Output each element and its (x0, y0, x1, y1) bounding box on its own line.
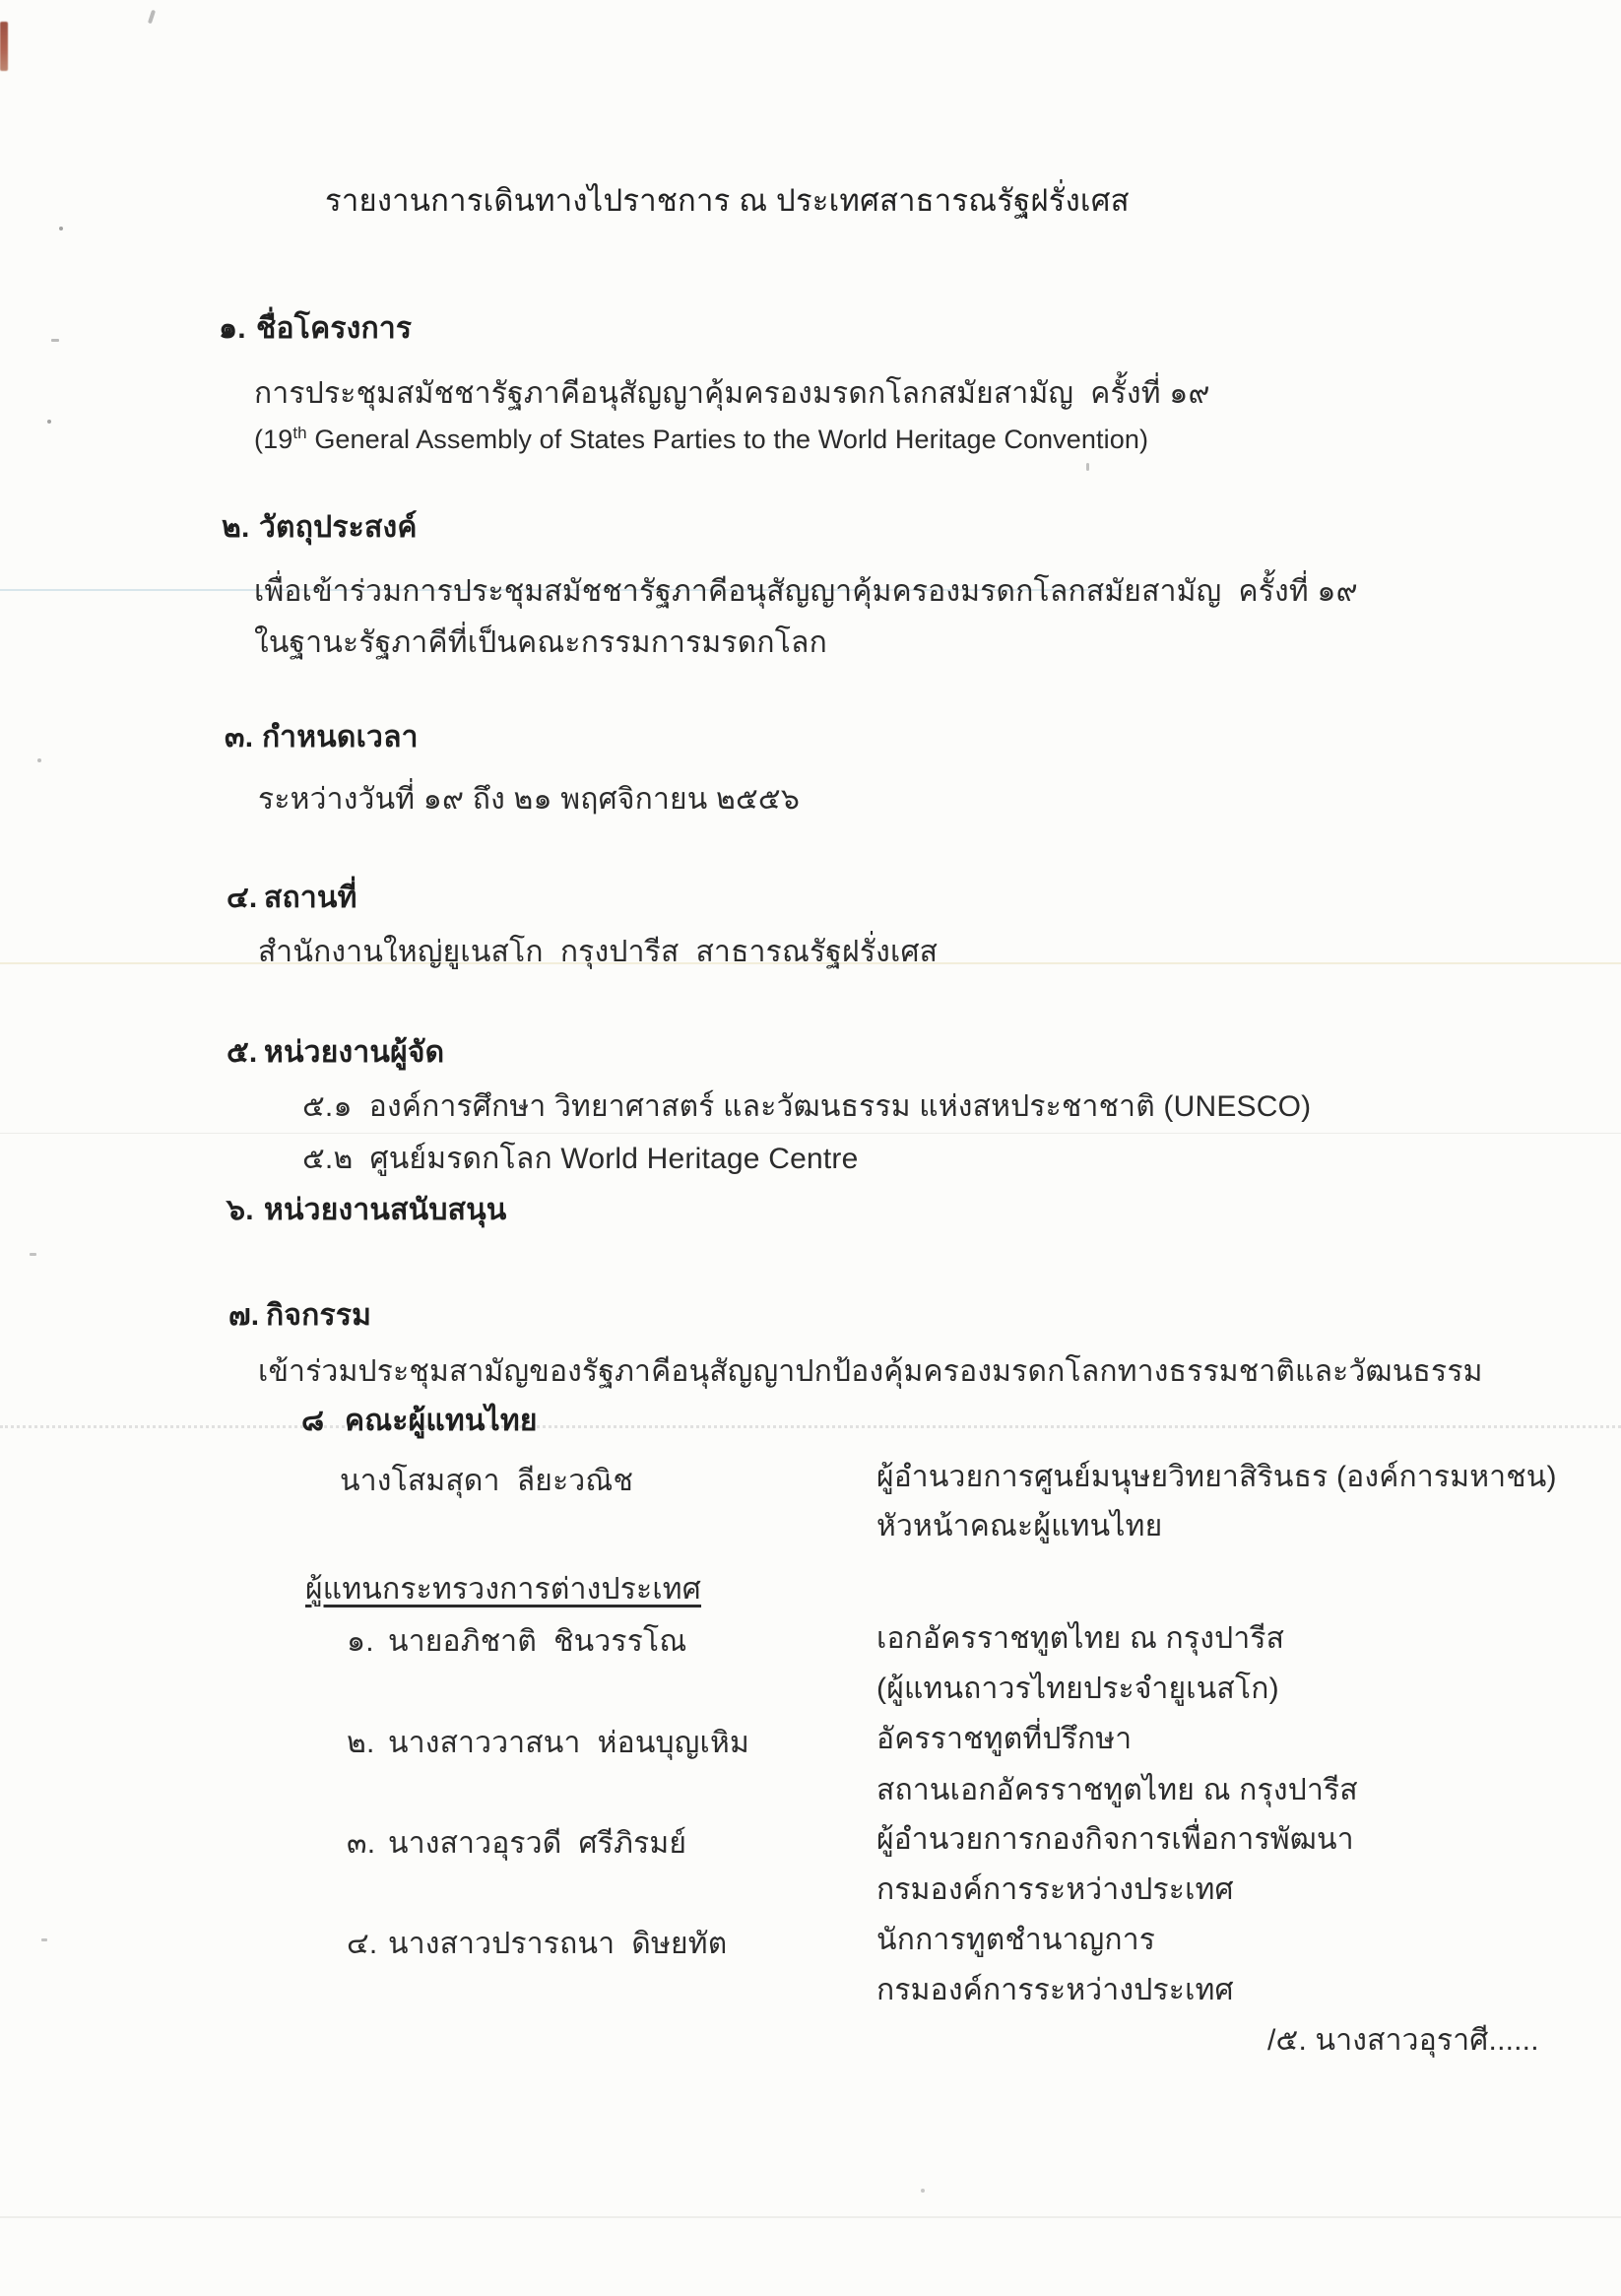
section-2-title: วัตถุประสงค์ (259, 511, 418, 544)
scan-artifact-red-streak (0, 22, 8, 71)
section-7-title: กิจกรรม (266, 1299, 372, 1332)
scan-artifact-speck (51, 339, 59, 342)
head-delegate-title-1: ผู้อำนวยการศูนย์มนุษยวิทยาสิรินธร (องค์การมหาชน) (876, 1461, 1557, 1493)
section-6-heading (227, 1192, 507, 1229)
section-7-number: ๗. (228, 1299, 260, 1332)
section-1-title: ชื่อโครงการ (256, 312, 413, 345)
section-1-heading (219, 310, 412, 348)
section-6-title: หน่วยงานสนับสนุน (264, 1194, 507, 1226)
section-8-heading (301, 1403, 538, 1440)
section-2-body-line-1: เพื่อเข้าร่วมการประชุมสมัชชารัฐภาคีอนุสัญญาคุ้มครองมรดกโลกสมัยสามัญ ครั้งที่ ๑๙ (254, 575, 1358, 608)
document-title: รายงานการเดินทางไปราชการ ณ ประเทศสาธารณรัฐฝรั่งเศส (325, 183, 1130, 218)
scan-artifact-line (0, 1133, 1621, 1134)
scan-artifact-speck (37, 758, 41, 762)
delegate-number: ๒. (347, 1727, 375, 1759)
scan-artifact-speck (921, 2189, 925, 2193)
head-delegate-name: นางโสมสุดา ลียะวณิช (340, 1465, 634, 1497)
delegate-name: นางสาวอุรวดี ศรีภิรมย์ (388, 1827, 687, 1860)
delegate-title-1: ผู้อำนวยการกองกิจการเพื่อการพัฒนา (876, 1823, 1354, 1856)
delegate-row-name (347, 1825, 686, 1863)
scan-artifact-speck (47, 420, 51, 424)
delegate-title-2: กรมองค์การระหว่างประเทศ (876, 1974, 1234, 2006)
delegate-title-2: สถานเอกอัครราชทูตไทย ณ กรุงปารีส (876, 1774, 1358, 1806)
section-8-number: ๘ (301, 1405, 325, 1437)
scan-artifact-speck (59, 227, 63, 230)
section-1-body-line-1: การประชุมสมัชชารัฐภาคีอนุสัญญาคุ้มครองมรดกโลกสมัยสามัญ ครั้งที่ ๑๙ (254, 377, 1210, 410)
en-superscript: th (292, 424, 307, 442)
section-6-number: ๖. (227, 1194, 254, 1226)
section-4-heading (227, 880, 357, 917)
delegate-title-1: เอกอัครราชทูตไทย ณ กรุงปารีส (876, 1622, 1285, 1655)
page-continuation-note: /๕. นางสาวอุราศี...... (1267, 2024, 1539, 2057)
section-5-title: หน่วยงานผู้จัด (264, 1036, 445, 1069)
section-5-item-1: ๕.๑ องค์การศึกษา วิทยาศาสตร์ และวัฒนธรรม แห่งสหประชาชาติ (UNESCO) (302, 1090, 1312, 1123)
delegate-title-2: กรมองค์การระหว่างประเทศ (876, 1873, 1234, 1906)
delegate-number: ๔. (347, 1928, 378, 1960)
scan-artifact-line (0, 1425, 1621, 1428)
delegate-row-name (347, 1926, 727, 1963)
section-2-heading (222, 509, 418, 547)
section-7-heading (228, 1297, 371, 1335)
section-3-number: ๓. (225, 721, 254, 754)
section-2-body-line-2: ในฐานะรัฐภาคีที่เป็นคณะกรรมการมรดกโลก (254, 626, 828, 659)
scan-artifact-speck (148, 10, 156, 25)
delegate-row-name (347, 1725, 749, 1762)
section-8-title: คณะผู้แทนไทย (345, 1405, 538, 1437)
section-5-heading (227, 1034, 444, 1072)
delegate-number: ๓. (347, 1827, 376, 1860)
delegate-number: ๑. (347, 1625, 374, 1658)
section-5-number: ๕. (227, 1036, 258, 1069)
scan-artifact-speck (1086, 463, 1089, 471)
scan-artifact-line (0, 2216, 1621, 2218)
en-open: (19 (254, 425, 293, 454)
section-1-body-line-en (254, 424, 1148, 457)
delegate-title-2: (ผู้แทนถาวรไทยประจำยูเนสโก) (876, 1673, 1279, 1705)
scan-artifact-speck (30, 1253, 36, 1256)
delegate-name: นางสาววาสนา ห่อนบุญเหิม (388, 1727, 749, 1759)
delegate-name: นางสาวปรารถนา ดิษยทัต (388, 1928, 728, 1960)
head-delegate-title-2: หัวหน้าคณะผู้แทนไทย (876, 1510, 1163, 1542)
en-rest: General Assembly of States Parties to the World Heritage Convention) (306, 425, 1149, 454)
section-5-item-2: ๕.๒ ศูนย์มรดกโลก World Heritage Centre (302, 1143, 859, 1175)
section-3-title: กำหนดเวลา (262, 721, 419, 754)
section-4-number: ๔. (227, 882, 258, 914)
delegate-title-1: อัครราชทูตที่ปรึกษา (876, 1723, 1133, 1755)
section-4-title: สถานที่ (264, 882, 357, 914)
section-7-body-line-1: เข้าร่วมประชุมสามัญของรัฐภาคีอนุสัญญาปกป้องคุ้มครองมรดกโลกทางธรรมชาติและวัฒนธรรม (258, 1355, 1483, 1388)
section-2-number: ๒. (222, 511, 250, 544)
section-3-heading (225, 719, 419, 756)
section-1-number: ๑. (219, 312, 246, 345)
section-4-body-line-1: สำนักงานใหญ่ยูเนสโก กรุงปารีส สาธารณรัฐฝรั่งเศส (258, 936, 939, 968)
section-3-body-line-1: ระหว่างวันที่ ๑๙ ถึง ๒๑ พฤศจิกายน ๒๕๕๖ (258, 783, 801, 816)
scan-artifact-speck (41, 1938, 47, 1941)
delegate-title-1: นักการทูตชำนาญการ (876, 1924, 1156, 1956)
mfa-delegates-subheading: ผู้แทนกระทรวงการต่างประเทศ (305, 1573, 702, 1606)
delegate-row-name (347, 1623, 686, 1661)
delegate-name: นายอภิชาติ ชินวรรโณ (388, 1625, 687, 1658)
